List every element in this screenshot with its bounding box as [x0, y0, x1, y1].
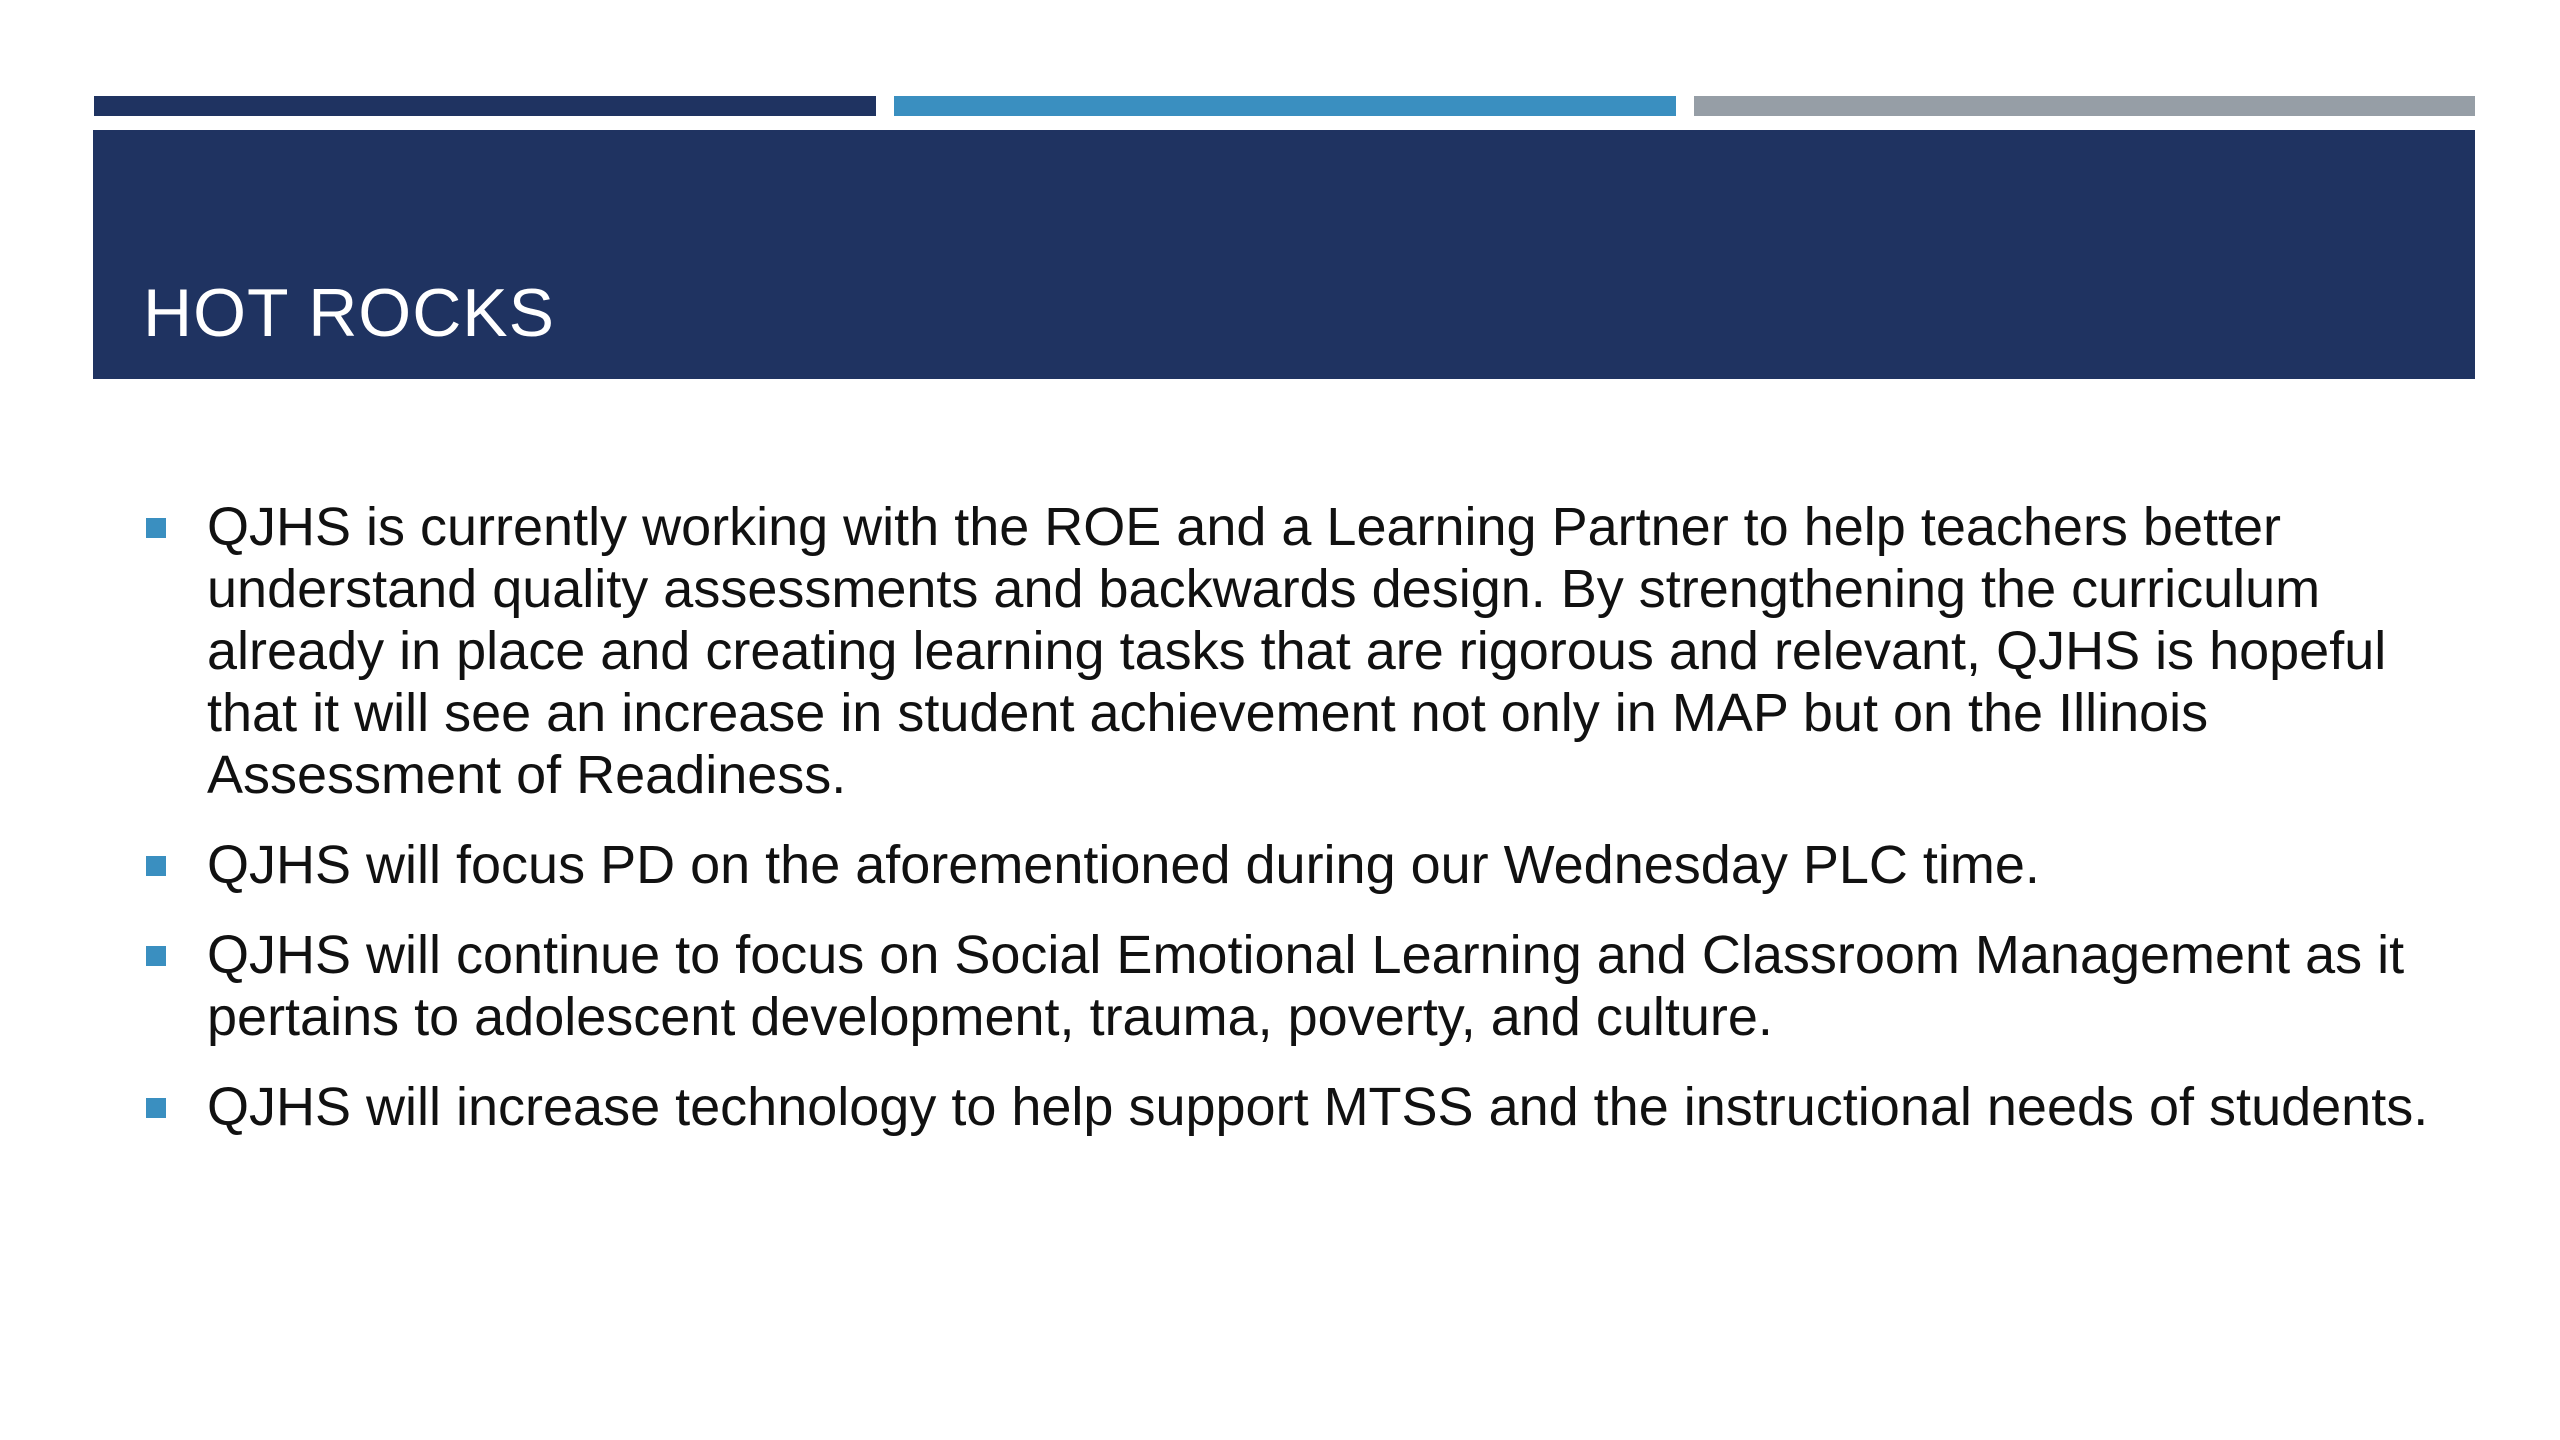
square-bullet-icon	[146, 946, 166, 966]
bullet-item	[140, 924, 2430, 1048]
bullet-list	[140, 496, 2430, 1138]
accent-bar-navy	[94, 96, 876, 116]
bullet-item	[140, 834, 2430, 896]
square-bullet-icon	[146, 518, 166, 538]
square-bullet-icon	[146, 856, 166, 876]
square-bullet-icon	[146, 1098, 166, 1118]
bullet-text: QJHS will continue to focus on Social Emotional Learning and Classroom Management as it pertains to adolescent development, trauma, poverty, and culture.	[207, 925, 2405, 1047]
bullet-item	[140, 496, 2430, 806]
accent-bar-light-blue	[894, 96, 1676, 116]
bullet-text: QJHS will focus PD on the aforementioned during our Wednesday PLC time.	[207, 835, 2040, 895]
bullet-item	[140, 1076, 2430, 1138]
bullet-text: QJHS is currently working with the ROE and a Learning Partner to help teachers better understand quality assessments and backwards design. By strengthening the curriculum already in place and creating learning tasks that are rigorous and relevant, QJHS is hopeful that it will see an increase in student achievement not only in MAP but on the Illinois Assessment of Readiness.	[207, 497, 2387, 805]
accent-bar-gray	[1694, 96, 2475, 116]
slide-content	[140, 496, 2430, 1166]
bullet-text: QJHS will increase technology to help support MTSS and the instructional needs of students.	[207, 1077, 2429, 1137]
slide-title: HOT ROCKS	[143, 275, 556, 351]
title-band	[93, 130, 2475, 379]
